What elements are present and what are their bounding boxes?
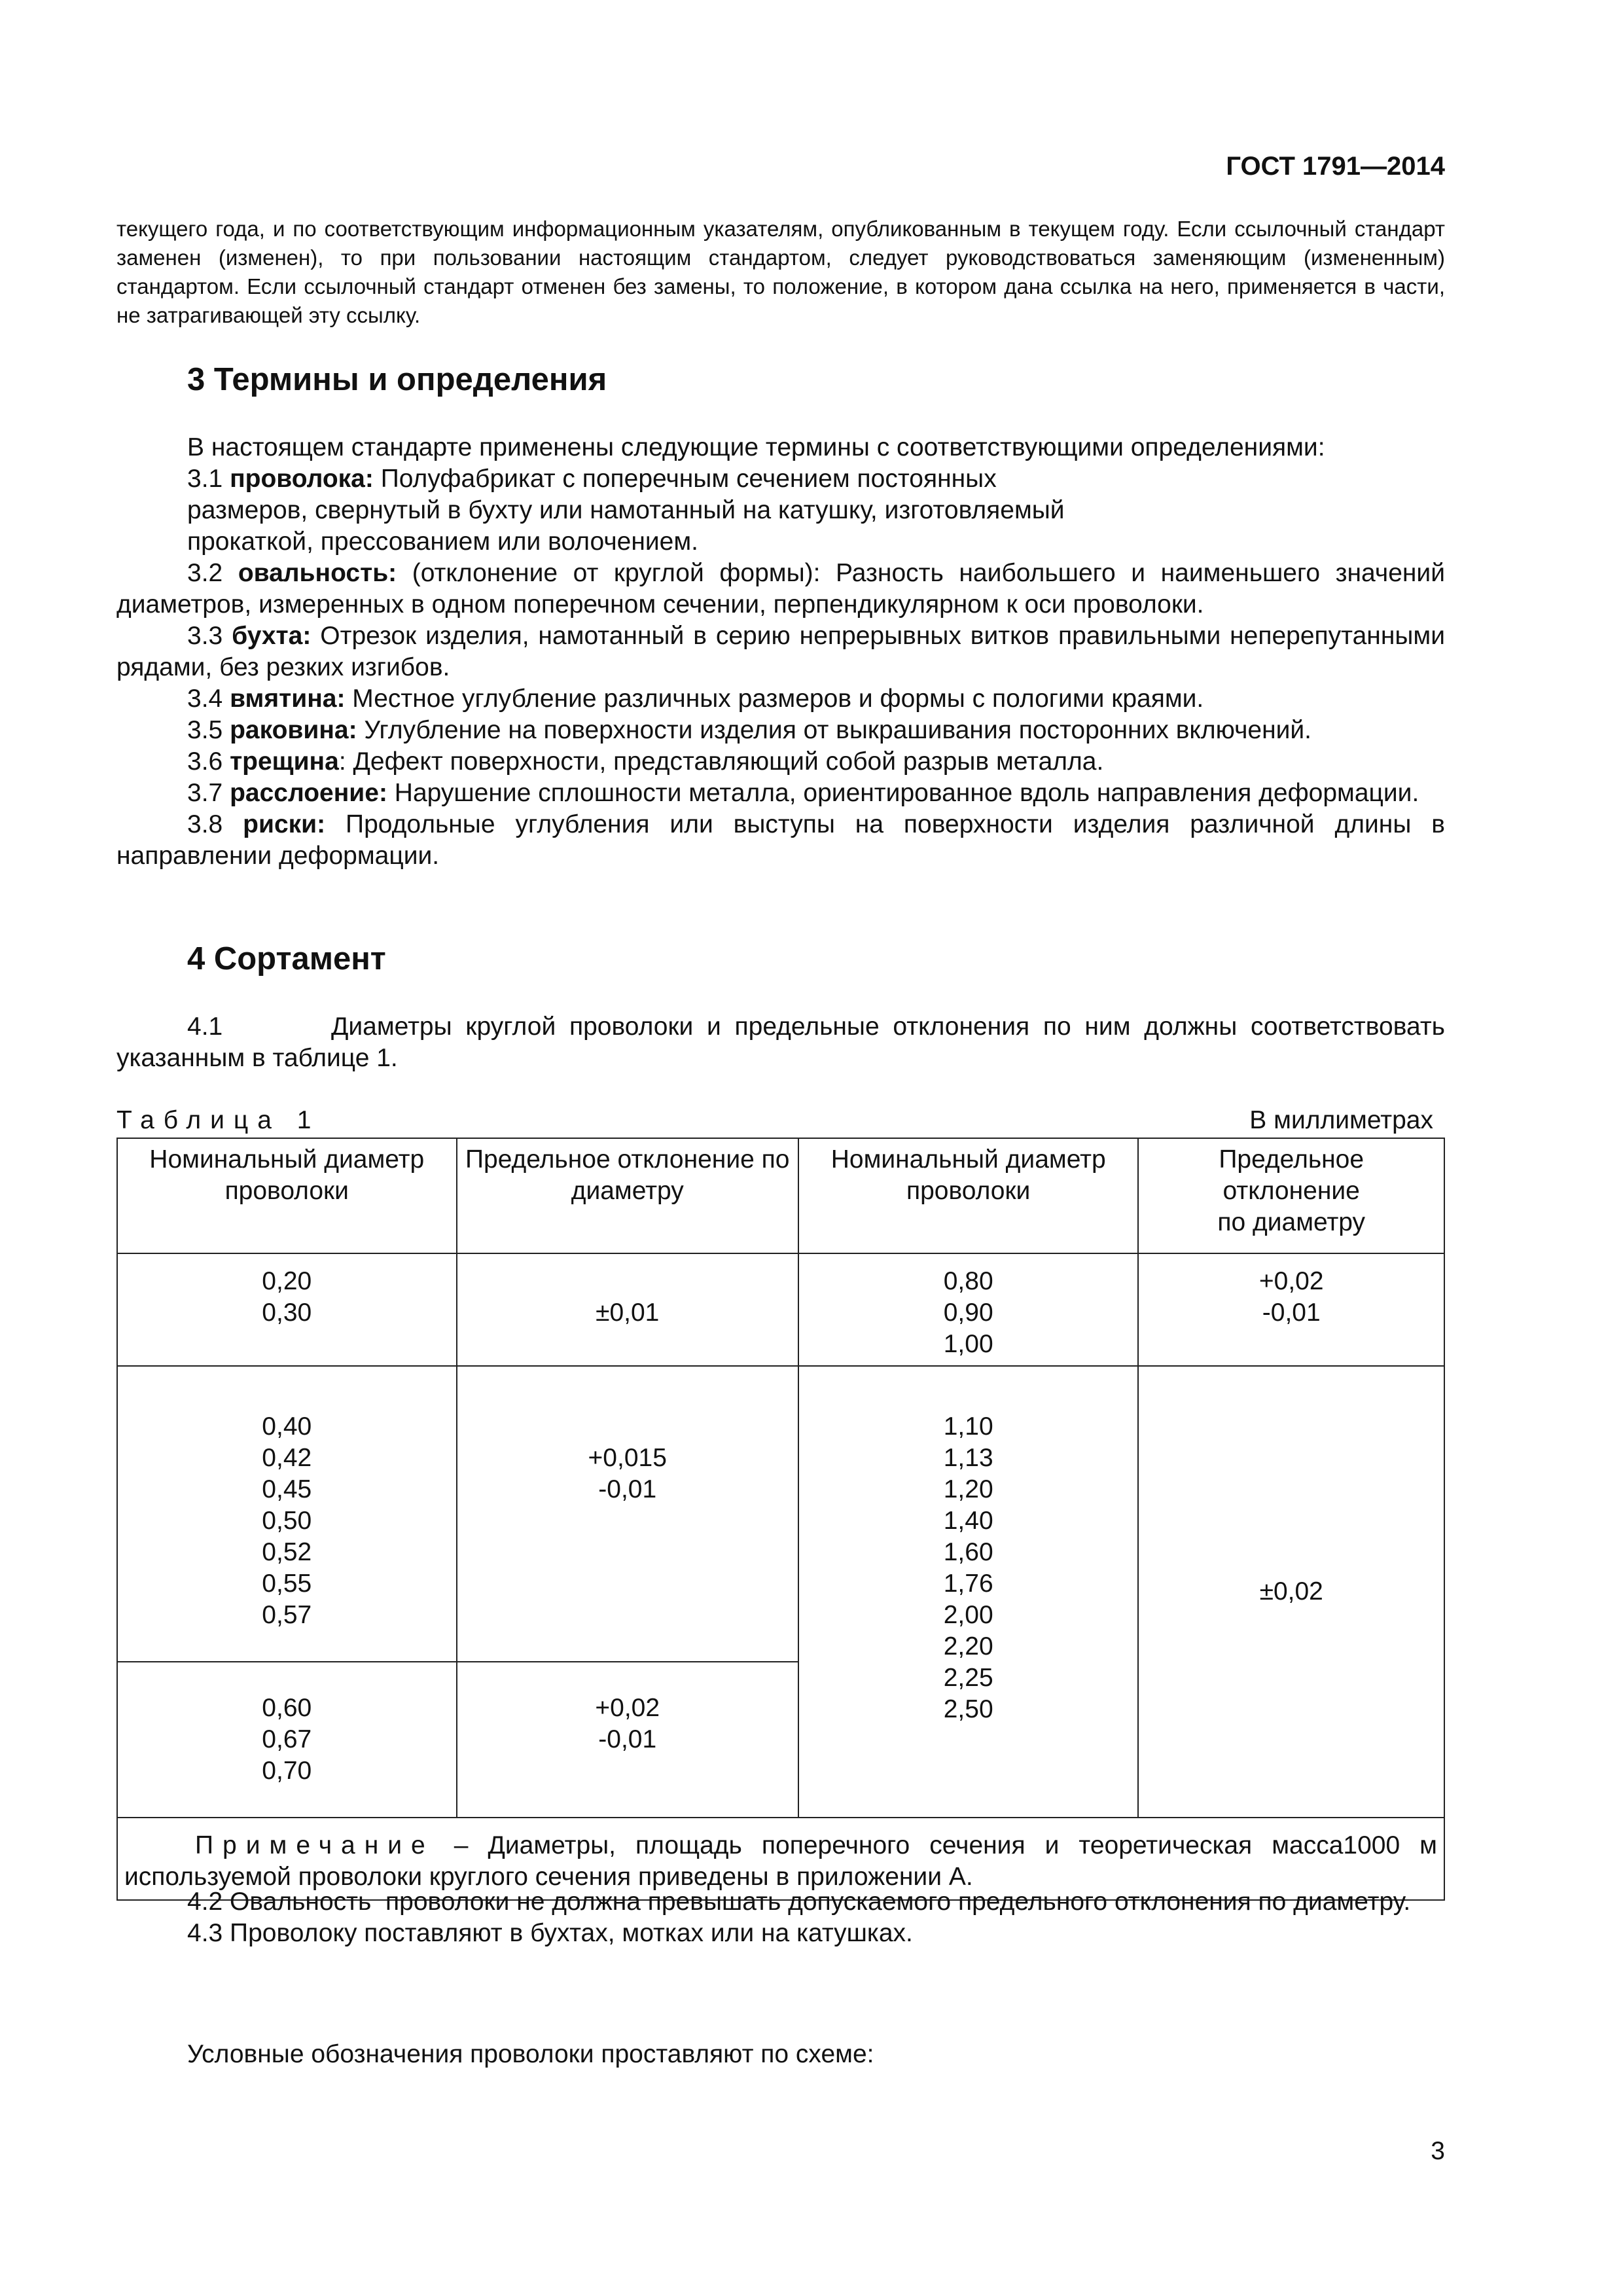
term-3-1-line2: размеров, свернутый в бухту или намотанный на катушку, изготовляемый — [187, 496, 1065, 524]
term-3-4: 3.4 вмятина: Местное углубление различных размеров и формы с пологими краями. — [187, 685, 1204, 713]
note-text: – Диаметры, площадь поперечного сечения и теоретическая масса1000 м используемой проволоки круглого сечения приведены в приложении А. — [124, 1831, 1437, 1891]
cell-tolerance-group-3: +0,02 -0,01 — [457, 1662, 798, 1818]
cell-tolerance-group-1: ±0,01 — [457, 1253, 798, 1366]
section-4-paragraphs — [116, 1886, 1445, 1949]
paragraph-4-4: Условные обозначения проволоки проставляют по схеме: — [187, 2040, 874, 2068]
cell-tolerance-right-group-2: ±0,02 — [1138, 1366, 1444, 1818]
section-4-title: 4 Сортамент — [187, 941, 386, 977]
table-row-group-1 — [117, 1253, 1444, 1366]
header-nominal-diameter: Номинальный диаметр проволоки — [117, 1138, 457, 1253]
cell-diameters-right-group-2: 1,10 1,13 1,20 1,40 1,60 1,76 2,00 2,20 2,25 2,50 — [798, 1366, 1139, 1818]
paragraph-4-1 — [116, 1011, 1452, 1074]
table-header-row — [117, 1138, 1444, 1253]
paragraph-4-3: 4.3 Проволоку поставляют в бухтах, мотках или на катушках. — [187, 1919, 913, 1947]
paragraph-4-4-block — [116, 2039, 1445, 2070]
page-number: 3 — [1431, 2137, 1445, 2165]
term-3-7: 3.7 расслоение: Нарушение сплошности металла, ориентированное вдоль направления деформации. — [187, 779, 1419, 807]
table-row-group-2 — [117, 1366, 1444, 1662]
header-nominal-diameter-2: Номинальный диаметр проволоки — [798, 1138, 1139, 1253]
section-3-body — [116, 432, 1445, 872]
term-3-6: 3.6 трещина: Дефект поверхности, представляющий собой разрыв металла. — [187, 747, 1104, 776]
cell-tolerance-group-2: +0,015 -0,01 — [457, 1366, 798, 1662]
header-tolerance: Предельное отклонение по диаметру — [457, 1138, 798, 1253]
note-label: Примечание — [195, 1831, 435, 1859]
term-3-1: 3.1 проволока: Полуфабрикат с поперечным сечением постоянных — [187, 465, 997, 493]
term-3-2: 3.2 овальность: (отклонение от круглой формы): Разность наибольшего и наименьшего значений диаметров, измеренных в одном поперечном сечении, перпендикулярном к оси проволоки. — [116, 559, 1446, 619]
term-3-1-line3: прокаткой, прессованием или волочением. — [187, 528, 698, 556]
header-tolerance-2: Предельное отклонение по диаметру — [1138, 1138, 1444, 1253]
cell-diameters-right-group-1: 0,80 0,90 1,00 — [798, 1253, 1139, 1366]
cell-diameters-group-2: 0,40 0,42 0,45 0,50 0,52 0,55 0,57 — [117, 1366, 457, 1662]
diameter-tolerance-table — [116, 1138, 1445, 1901]
section-3-lead: В настоящем стандарте применены следующие термины с соответствующими определениями: — [187, 433, 1325, 461]
cell-diameters-group-3: 0,60 0,67 0,70 — [117, 1662, 457, 1818]
cell-tolerance-right-group-1: +0,02 -0,01 — [1138, 1253, 1444, 1366]
term-3-5: 3.5 раковина: Углубление на поверхности изделия от выкрашивания посторонних включений. — [187, 716, 1312, 744]
section-3-title: 3 Термины и определения — [187, 362, 607, 397]
paragraph-4-2: 4.2 Овальность проволоки не должна превышать допускаемого предельного отклонения по диаметру. — [187, 1888, 1411, 1916]
table-units: В миллиметрах — [1249, 1106, 1433, 1134]
paragraph-4-1-text: 4.1 Диаметры круглой проволоки и предельные отклонения по ним должны соответствовать указанным в таблице 1. — [116, 1013, 1452, 1072]
term-3-8: 3.8 риски: Продольные углубления или выступы на поверхности изделия различной длины в направлении деформации. — [116, 810, 1445, 870]
cell-diameters-group-1: 0,20 0,30 — [117, 1253, 457, 1366]
table-caption: Таблица 1 — [116, 1106, 321, 1134]
term-3-3: 3.3 бухта: Отрезок изделия, намотанный в серию непрерывных витков правильными неперепутанными рядами, без резких изгибов. — [116, 622, 1445, 681]
intro-paragraph: текущего года, и по соответствующим информационным указателям, опубликованным в текущем году. Если ссылочный стандарт заменен (изменен), то при пользовании настоящим стандартом, следует руководствоваться заменяющим (измененным) стандартом. Если ссылочный стандарт отменен без замены, то положение, в котором дана ссылка на него, применяется в части, не затрагивающей эту ссылку. — [116, 217, 1445, 327]
document-number-header: ГОСТ 1791—2014 — [1226, 152, 1445, 181]
